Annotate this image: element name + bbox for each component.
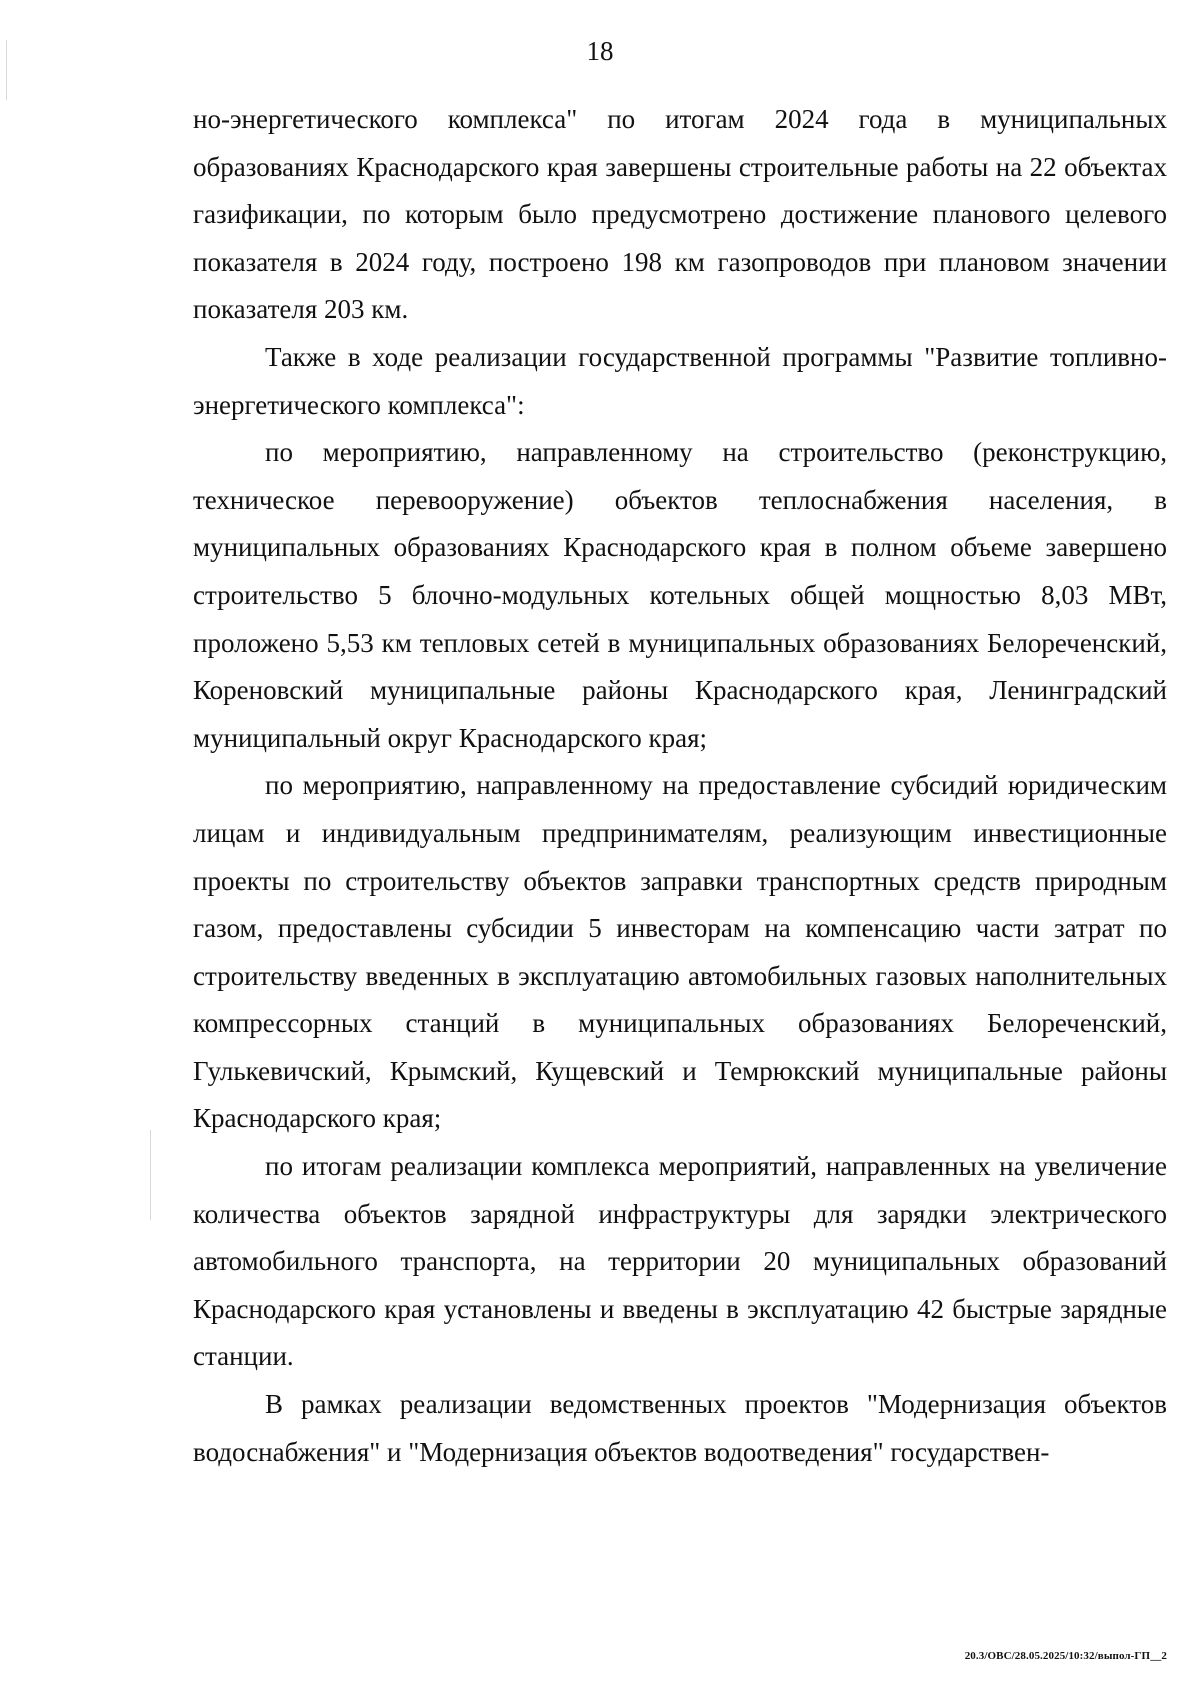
paragraph: по мероприятию, направленному на строительство (реконструкцию, техническое перевооружение) объектов теплоснабжения населения, в муниципальных образованиях Краснодарского края в полном объеме завершено строительство 5 блочно-модульных котельных общей мощностью 8,03 МВт, проложено 5,53 км тепловых сетей в муниципальных образованиях Белореченский, Кореновский муниципальные районы Краснодарского края, Ленинградский муниципальный округ Краснодарского края; (193, 437, 1167, 753)
paragraph: но-энергетического комплекса" по итогам 2024 года в муниципальных образованиях Краснодарского края завершены строительные работы на 22 объектах газификации, по которым было предусмотрено достижение планового целевого показателя в 2024 году, построено 198 км газопроводов при плановом значении показателя 203 км. (193, 104, 1167, 325)
document-footer-code: 20.3/OBC/28.05.2025/10:32/выпол-ГП__2 (964, 1650, 1167, 1662)
document-body (193, 96, 1167, 1476)
paragraph: В рамках реализации ведомственных проектов "Модернизация объектов водоснабжения" и "Модернизация объектов водоотведения" государствен- (193, 1389, 1167, 1467)
page-number: 18 (586, 36, 614, 66)
paragraph: Также в ходе реализации государственной программы "Развитие топливно-энергетического комплекса": (193, 341, 1167, 420)
paragraph: по мероприятию, направленному на предоставление субсидий юридическим лицам и индивидуальным предпринимателям, реализующим инвестиционные проекты по строительству объектов заправки транспортных средств природным газом, предоставлены субсидии 5 инвесторам на компенсацию части затрат по строительству введенных в эксплуатацию автомобильных газовых наполнительных компрессорных станций в муниципальных образованиях Белореченский, Гулькевичский, Крымский, Кущевский и Темрюкский муниципальные районы Краснодарского края; (193, 770, 1167, 1134)
scan-edge-mark (150, 1130, 151, 1220)
paragraph: по итогам реализации комплекса мероприятий, направленных на увеличение количества объектов зарядной инфраструктуры для зарядки электрического автомобильного транспорта, на территории 20 муниципальных образований Краснодарского края установлены и введены в эксплуатацию 42 быстрые зарядные станции. (193, 1151, 1167, 1372)
